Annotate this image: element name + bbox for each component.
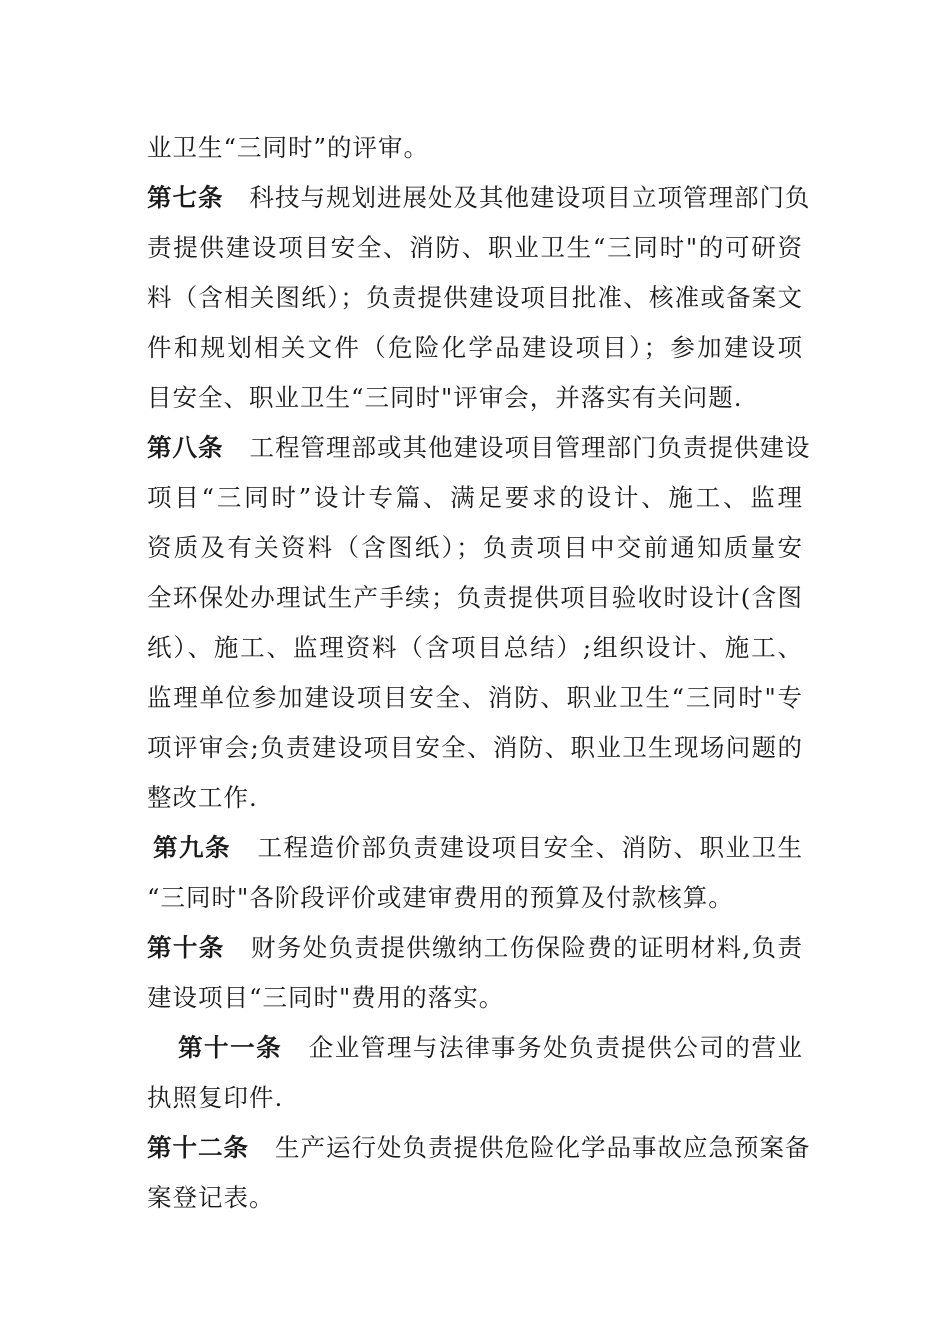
line-text: 执照复印件.: [147, 1083, 284, 1112]
article-heading: 第八条: [147, 433, 224, 462]
line-text: 项评审会;负责建设项目安全、消防、职业卫生现场问题的: [147, 733, 803, 762]
text-line: [147, 483, 803, 512]
text-line: [147, 1183, 803, 1212]
text-line: [147, 333, 803, 362]
text-line: [147, 233, 803, 262]
line-text: 企业管理与法律事务处负责提供公司的营业: [308, 1033, 804, 1062]
text-line: [147, 133, 803, 162]
article-10-line: [147, 933, 803, 962]
line-text: 件和规划相关文件（危险化学品建设项目）；参加建设项: [147, 333, 803, 362]
line-text: 项目“三同时”设计专篇、满足要求的设计、施工、监理: [147, 483, 803, 512]
text-line: [147, 983, 803, 1012]
article-9-line: [153, 833, 803, 862]
line-text: 资质及有关资料（含图纸）；负责项目中交前通知质量安: [147, 533, 803, 562]
article-7-line: [147, 183, 811, 212]
line-text: 业卫生“三同时”的评审。: [147, 133, 430, 162]
text-line: [147, 383, 803, 412]
line-text: 全环保处办理试生产手续；负责提供项目验收时设计(含图: [147, 583, 803, 612]
text-line: [147, 883, 803, 912]
article-heading: 第十一条: [178, 1033, 283, 1062]
line-text: 监理单位参加建设项目安全、消防、职业卫生“三同时"专: [147, 683, 803, 712]
text-line: [147, 283, 803, 312]
text-line: [147, 783, 803, 812]
article-heading: 第七条: [147, 183, 224, 212]
article-11-line: [178, 1033, 804, 1062]
line-text: 目安全、职业卫生“三同时"评审会，并落实有关问题.: [147, 383, 743, 412]
text-line: [147, 1083, 803, 1112]
line-text: 科技与规划进展处及其他建设项目立项管理部门负: [249, 183, 811, 212]
text-line: [147, 533, 803, 562]
text-line: [147, 733, 803, 762]
article-8-line: [147, 433, 811, 462]
line-text: “三同时"各阶段评价或建审费用的预算及付款核算。: [147, 883, 734, 912]
line-text: 工程管理部或其他建设项目管理部门负责提供建设: [249, 433, 811, 462]
line-text: 责提供建设项目安全、消防、职业卫生“三同时"的可研资: [147, 233, 803, 262]
text-line: [147, 583, 803, 612]
article-heading: 第十二条: [147, 1133, 249, 1162]
line-text: 纸）、施工、监理资料（含项目总结）;组织设计、施工、: [147, 633, 803, 662]
line-text: 工程造价部负责建设项目安全、消防、职业卫生: [257, 833, 803, 862]
text-line: [147, 683, 803, 712]
line-text: 整改工作.: [147, 783, 258, 812]
article-12-line: [147, 1133, 811, 1162]
line-text: 生产运行处负责提供危险化学品事故应急预案备: [275, 1133, 811, 1162]
line-text: 料（含相关图纸）；负责提供建设项目批准、核准或备案文: [147, 283, 803, 312]
text-line: [147, 633, 803, 662]
article-heading: 第九条: [153, 833, 231, 862]
line-text: 案登记表。: [147, 1183, 275, 1212]
article-heading: 第十条: [147, 933, 225, 962]
line-text: 建设项目“三同时"费用的落实。: [147, 983, 505, 1012]
line-text: 财务处负责提供缴纳工伤保险费的证明材料,负责: [250, 933, 803, 962]
